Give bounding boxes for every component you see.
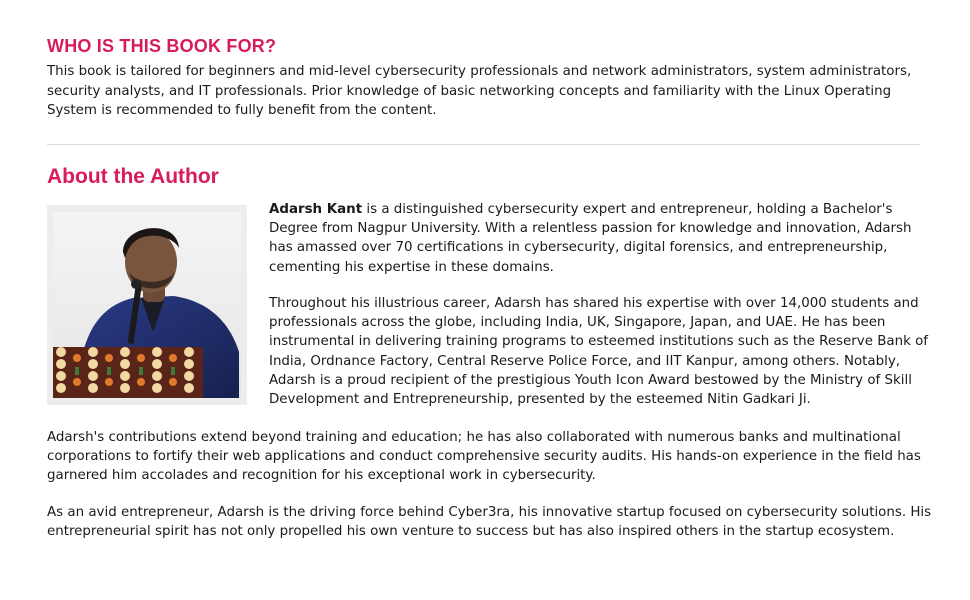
author-bio-entrepreneur: As an avid entrepreneur, Adarsh is the driving force behind Cyber3ra, his innovative startup focused on cybersecurity solutions. His entrepreneurial spirit has not only propelled his own venture to success but has also inspired others in the startup ecosystem. [47, 505, 932, 540]
author-portrait-image [53, 212, 241, 398]
author-heading: About the Author [47, 165, 219, 188]
author-photo [47, 205, 247, 405]
author-name: Adarsh Kant [269, 202, 363, 217]
author-bio-intro [269, 200, 934, 277]
audience-text: This book is tailored for beginners and mid-level cybersecurity professionals and network administrators, system administrators, security analysts, and IT professionals. Prior knowledge of basic networking concepts and familiarity with the Linux Operating System is recommended to fully benefit from the content. [47, 64, 912, 119]
author-bio-contributions: Adarsh's contributions extend beyond training and education; he has also collaborated with numerous banks and multinational corporations to fortify their web applications and conduct comprehensive security audits. His hands-on experience in the field has garnered him accolades and recognition for his exceptional work in cybersecurity. [47, 430, 921, 484]
audience-heading: WHO IS THIS BOOK FOR? [47, 36, 277, 56]
author-intro-text: is a distinguished cybersecurity expert and entrepreneur, holding a Bachelor's Degree from Nagpur University. With a relentless passion for knowledge and innovation, Adarsh has amassed over 70 certifications in cybersecurity, digital forensics, and entrepreneurship, cementing his expertise in these domains. [269, 202, 912, 275]
author-bio-career: Throughout his illustrious career, Adarsh has shared his expertise with over 14,000 students and professionals across the globe, including India, UK, Singapore, Japan, and UAE. He has been instrumental in delivering training programs to esteemed institutions such as the Reserve Bank of India, Ordnance Factory, Central Reserve Police Force, and IIT Kanpur, among others. Notably, Adarsh is a proud recipient of the prestigious Youth Icon Award bestowed by the Ministry of Skill Development and Entrepreneurship, presented by the esteemed Nitin Gadkari Ji. [269, 296, 928, 408]
section-divider [47, 144, 920, 145]
